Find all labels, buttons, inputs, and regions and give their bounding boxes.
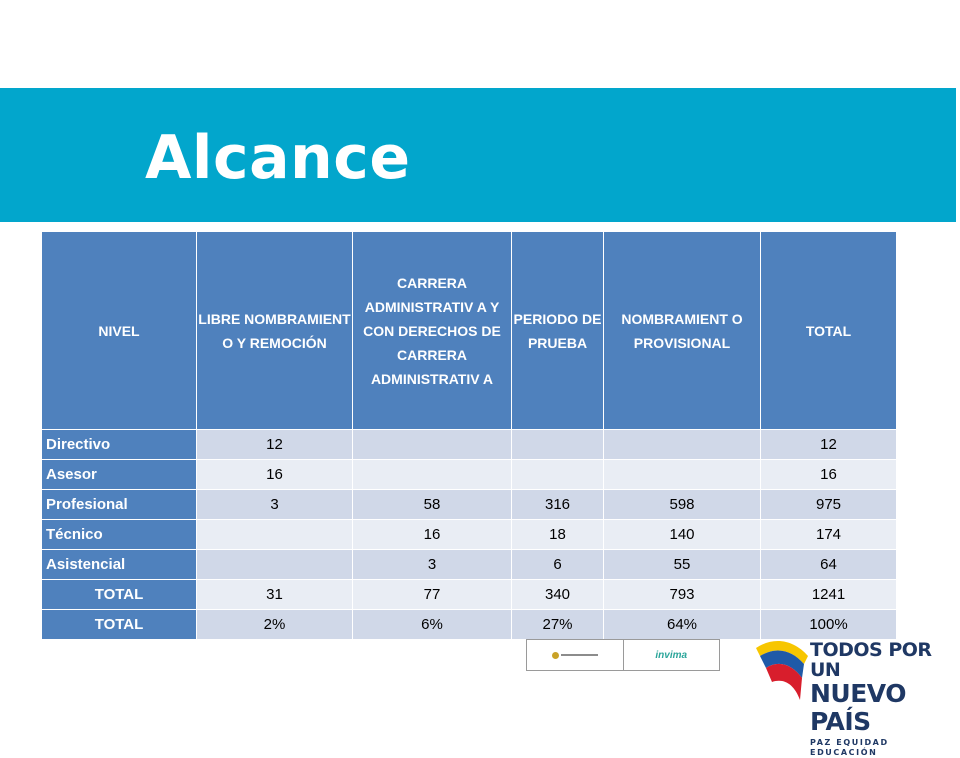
- table-cell: [512, 460, 604, 490]
- table-cell: 27%: [512, 610, 604, 640]
- table-row: [42, 490, 897, 520]
- invima-logo: [623, 640, 720, 670]
- table-cell: 598: [604, 490, 761, 520]
- row-label: Técnico: [42, 520, 197, 550]
- table-cell: 140: [604, 520, 761, 550]
- table-cell: [197, 550, 353, 580]
- header-cell: LIBRE NOMBRAMIENT O Y REMOCIÓN: [197, 232, 353, 430]
- invima-wordmark: invima: [655, 649, 688, 661]
- table-cell: [197, 520, 353, 550]
- table-cell: 64%: [604, 610, 761, 640]
- header-cell: TOTAL: [761, 232, 897, 430]
- row-label: Asesor: [42, 460, 197, 490]
- row-label: TOTAL: [42, 610, 197, 640]
- table-cell: 6%: [353, 610, 512, 640]
- table-cell: 16: [761, 460, 897, 490]
- slide-title: Alcance: [145, 123, 411, 193]
- table-cell: 174: [761, 520, 897, 550]
- table-cell: 3: [197, 490, 353, 520]
- table-cell: [512, 430, 604, 460]
- table-cell: 77: [353, 580, 512, 610]
- table-row: [42, 460, 897, 490]
- table-cell: 340: [512, 580, 604, 610]
- minsalud-logo: [527, 640, 623, 670]
- brand-line-2: NUEVO PAÍS: [810, 679, 906, 736]
- table-cell: 12: [761, 430, 897, 460]
- table-cell: 975: [761, 490, 897, 520]
- ministry-logos: [526, 639, 720, 671]
- table-cell: [604, 430, 761, 460]
- table-cell: [353, 430, 512, 460]
- table-cell: 58: [353, 490, 512, 520]
- table-cell: [353, 460, 512, 490]
- alcance-table: [41, 231, 897, 640]
- table-cell: 3: [353, 550, 512, 580]
- table-cell: 55: [604, 550, 761, 580]
- row-label: Profesional: [42, 490, 197, 520]
- brand-line-3: PAZ EQUIDAD EDUCACIÓN: [810, 738, 889, 757]
- table-cell: 793: [604, 580, 761, 610]
- table-row: [42, 430, 897, 460]
- table-cell: 316: [512, 490, 604, 520]
- table-cell: 2%: [197, 610, 353, 640]
- header-cell: CARRERA ADMINISTRATIV A Y CON DERECHOS DE CARRERA ADMINISTRATIV A: [353, 232, 512, 430]
- table-header-row: [42, 232, 897, 430]
- table-cell: 6: [512, 550, 604, 580]
- todos-por-un-nuevo-pais-logo: [752, 634, 952, 757]
- header-cell: PERIODO DE PRUEBA: [512, 232, 604, 430]
- table-cell: 18: [512, 520, 604, 550]
- table-cell: 16: [353, 520, 512, 550]
- table-row: [42, 550, 897, 580]
- table-cell: 31: [197, 580, 353, 610]
- header-cell: NIVEL: [42, 232, 197, 430]
- row-label: Asistencial: [42, 550, 197, 580]
- colombia-wave-icon: [752, 634, 812, 704]
- row-label: TOTAL: [42, 580, 197, 610]
- brand-line-1: TODOS POR UN: [810, 639, 932, 681]
- title-banner: [0, 88, 956, 222]
- table-cell: 100%: [761, 610, 897, 640]
- row-label: Directivo: [42, 430, 197, 460]
- minsalud-emblem-icon: [552, 651, 598, 659]
- table-cell: 16: [197, 460, 353, 490]
- table-cell: [604, 460, 761, 490]
- brand-text: [810, 640, 952, 758]
- header-cell: NOMBRAMIENT O PROVISIONAL: [604, 232, 761, 430]
- table-cell: 12: [197, 430, 353, 460]
- table-cell: 1241: [761, 580, 897, 610]
- table-cell: 64: [761, 550, 897, 580]
- table-row: [42, 580, 897, 610]
- table-row: [42, 520, 897, 550]
